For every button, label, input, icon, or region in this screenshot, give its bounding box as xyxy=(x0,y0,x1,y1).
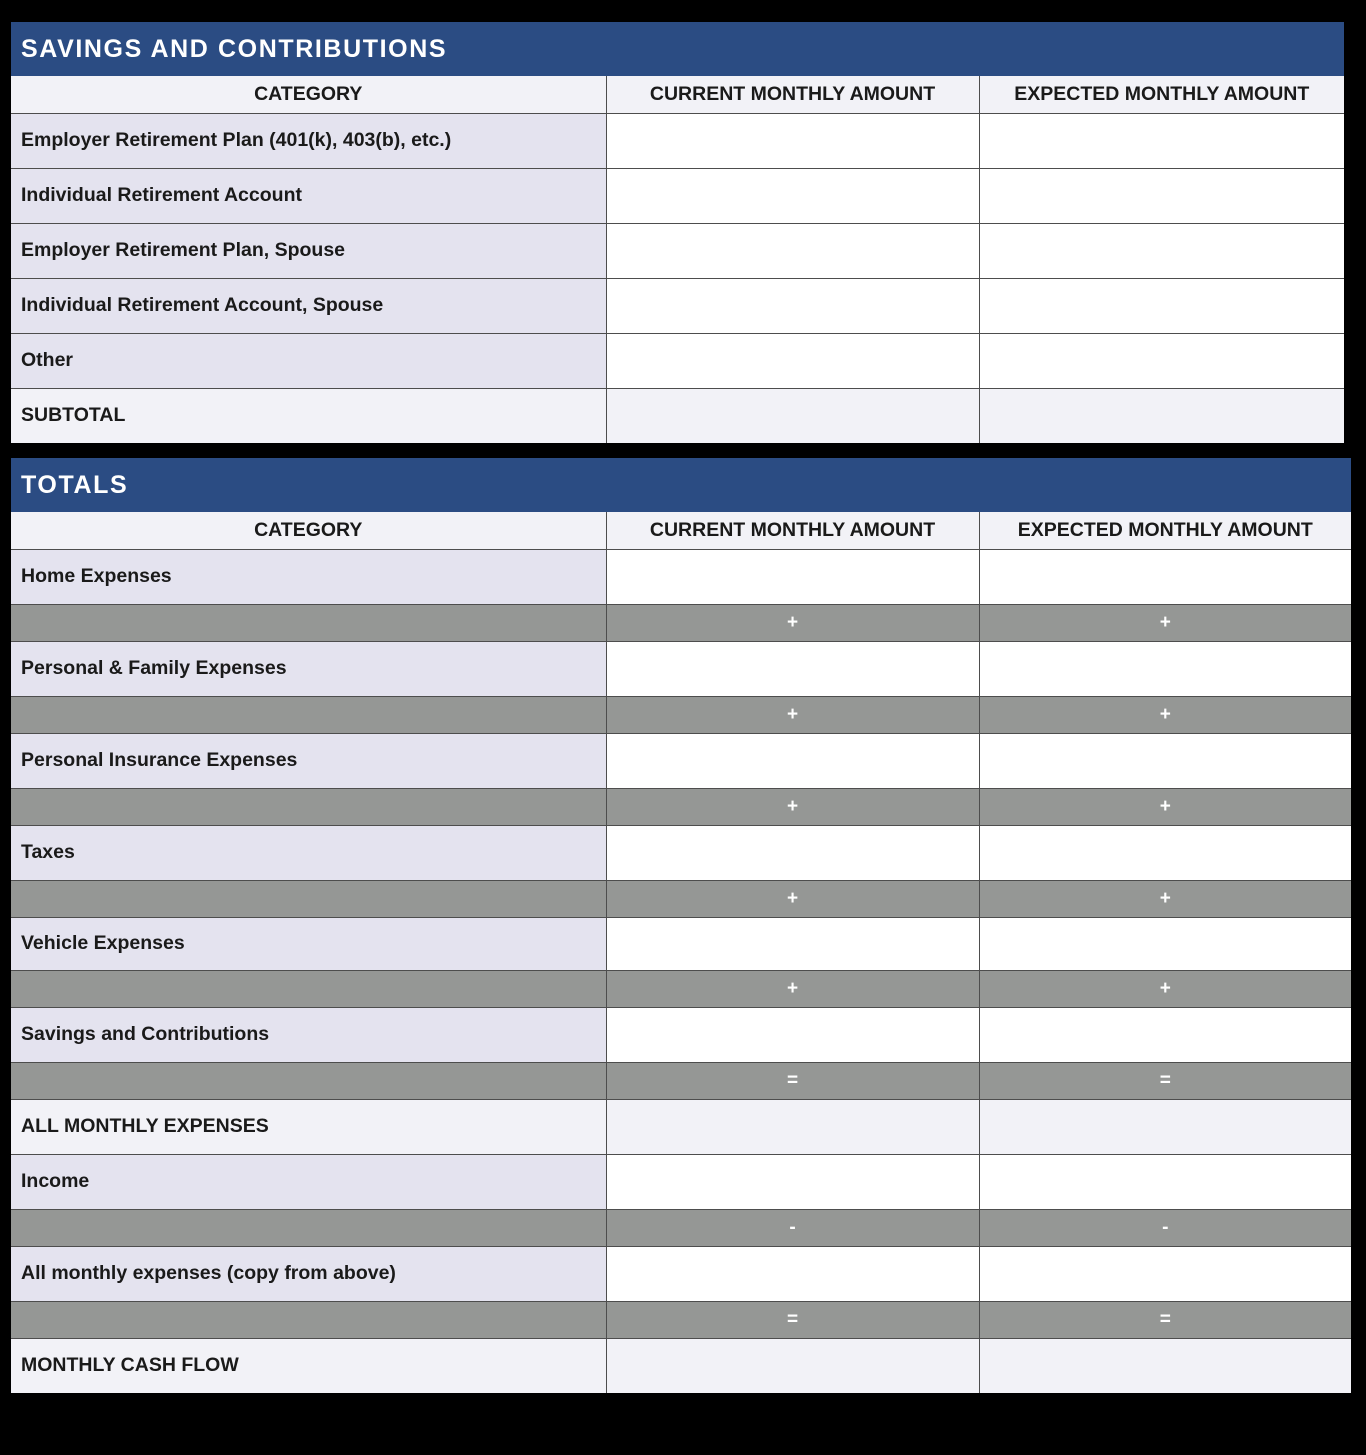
current-amount-field[interactable] xyxy=(606,641,979,696)
operator-row xyxy=(11,880,1351,917)
totals-header-row xyxy=(11,512,1351,549)
expected-amount-field[interactable] xyxy=(979,1007,1351,1062)
table-row xyxy=(11,641,1351,696)
operator-row xyxy=(11,1301,1351,1338)
minus-operator: - xyxy=(606,1209,979,1246)
row-label: Savings and Contributions xyxy=(11,1007,606,1062)
operator-row xyxy=(11,696,1351,733)
row-label: Other xyxy=(11,333,606,388)
current-amount-field[interactable] xyxy=(606,917,979,970)
current-amount-field[interactable] xyxy=(606,113,979,168)
operator-row xyxy=(11,1062,1351,1099)
table-row xyxy=(11,278,1344,333)
totals-title: TOTALS xyxy=(11,458,1351,512)
savings-table xyxy=(11,76,1344,443)
current-amount-field[interactable] xyxy=(606,1007,979,1062)
plus-operator: + xyxy=(979,696,1351,733)
operator-spacer xyxy=(11,1209,606,1246)
table-row xyxy=(11,825,1351,880)
current-amount-field[interactable] xyxy=(606,1154,979,1209)
operator-row xyxy=(11,1209,1351,1246)
current-amount-field[interactable] xyxy=(606,223,979,278)
column-header-category: CATEGORY xyxy=(11,76,606,113)
row-label: Individual Retirement Account, Spouse xyxy=(11,278,606,333)
all-monthly-expenses-row xyxy=(11,1099,1351,1154)
operator-spacer xyxy=(11,788,606,825)
minus-operator: - xyxy=(979,1209,1351,1246)
monthly-cash-flow-row xyxy=(11,1338,1351,1393)
plus-operator: + xyxy=(979,788,1351,825)
row-label: Taxes xyxy=(11,825,606,880)
equals-operator: = xyxy=(979,1062,1351,1099)
plus-operator: + xyxy=(606,970,979,1007)
table-row xyxy=(11,168,1344,223)
table-row xyxy=(11,1007,1351,1062)
table-row xyxy=(11,1154,1351,1209)
column-header-current: CURRENT MONTHLY AMOUNT xyxy=(606,512,979,549)
expected-amount-field[interactable] xyxy=(979,825,1351,880)
row-label: Employer Retirement Plan, Spouse xyxy=(11,223,606,278)
expected-amount-field[interactable] xyxy=(979,733,1351,788)
equals-operator: = xyxy=(606,1301,979,1338)
expected-amount-field[interactable] xyxy=(979,1338,1351,1393)
plus-operator: + xyxy=(606,696,979,733)
row-label: SUBTOTAL xyxy=(11,388,606,443)
table-row xyxy=(11,917,1351,970)
equals-operator: = xyxy=(979,1301,1351,1338)
current-amount-field[interactable] xyxy=(606,1338,979,1393)
operator-row xyxy=(11,604,1351,641)
expected-amount-field[interactable] xyxy=(979,168,1344,223)
expected-amount-field[interactable] xyxy=(979,641,1351,696)
current-amount-field[interactable] xyxy=(606,333,979,388)
table-row xyxy=(11,333,1344,388)
expected-amount-field[interactable] xyxy=(979,278,1344,333)
totals-section xyxy=(11,458,1351,1393)
current-amount-field[interactable] xyxy=(606,278,979,333)
operator-spacer xyxy=(11,880,606,917)
plus-operator: + xyxy=(979,604,1351,641)
expected-amount-field[interactable] xyxy=(979,1099,1351,1154)
current-amount-field[interactable] xyxy=(606,549,979,604)
row-label: ALL MONTHLY EXPENSES xyxy=(11,1099,606,1154)
totals-table xyxy=(11,512,1351,1393)
row-label: Employer Retirement Plan (401(k), 403(b), etc.) xyxy=(11,113,606,168)
row-label: MONTHLY CASH FLOW xyxy=(11,1338,606,1393)
current-amount-field[interactable] xyxy=(606,168,979,223)
savings-title: SAVINGS AND CONTRIBUTIONS xyxy=(11,22,1344,76)
operator-spacer xyxy=(11,696,606,733)
table-row xyxy=(11,733,1351,788)
current-amount-field[interactable] xyxy=(606,388,979,443)
column-header-expected: EXPECTED MONTHLY AMOUNT xyxy=(979,76,1344,113)
expected-amount-field[interactable] xyxy=(979,113,1344,168)
operator-row xyxy=(11,970,1351,1007)
subtotal-row xyxy=(11,388,1344,443)
plus-operator: + xyxy=(979,970,1351,1007)
operator-spacer xyxy=(11,1062,606,1099)
plus-operator: + xyxy=(606,880,979,917)
current-amount-field[interactable] xyxy=(606,825,979,880)
column-header-expected: EXPECTED MONTHLY AMOUNT xyxy=(979,512,1351,549)
row-label: Personal Insurance Expenses xyxy=(11,733,606,788)
table-row xyxy=(11,223,1344,278)
operator-row xyxy=(11,788,1351,825)
operator-spacer xyxy=(11,970,606,1007)
row-label: All monthly expenses (copy from above) xyxy=(11,1246,606,1301)
expected-amount-field[interactable] xyxy=(979,549,1351,604)
operator-spacer xyxy=(11,1301,606,1338)
expected-amount-field[interactable] xyxy=(979,917,1351,970)
operator-spacer xyxy=(11,604,606,641)
expected-amount-field[interactable] xyxy=(979,1154,1351,1209)
savings-header-row xyxy=(11,76,1344,113)
row-label: Income xyxy=(11,1154,606,1209)
current-amount-field[interactable] xyxy=(606,1246,979,1301)
row-label: Personal & Family Expenses xyxy=(11,641,606,696)
row-label: Home Expenses xyxy=(11,549,606,604)
plus-operator: + xyxy=(606,604,979,641)
column-header-current: CURRENT MONTHLY AMOUNT xyxy=(606,76,979,113)
column-header-category: CATEGORY xyxy=(11,512,606,549)
plus-operator: + xyxy=(979,880,1351,917)
plus-operator: + xyxy=(606,788,979,825)
current-amount-field[interactable] xyxy=(606,1099,979,1154)
expected-amount-field[interactable] xyxy=(979,388,1344,443)
expected-amount-field[interactable] xyxy=(979,333,1344,388)
expected-amount-field[interactable] xyxy=(979,1246,1351,1301)
row-label: Vehicle Expenses xyxy=(11,917,606,970)
table-row xyxy=(11,1246,1351,1301)
expected-amount-field[interactable] xyxy=(979,223,1344,278)
row-label: Individual Retirement Account xyxy=(11,168,606,223)
table-row xyxy=(11,113,1344,168)
table-row xyxy=(11,549,1351,604)
savings-section xyxy=(11,22,1344,443)
current-amount-field[interactable] xyxy=(606,733,979,788)
equals-operator: = xyxy=(606,1062,979,1099)
